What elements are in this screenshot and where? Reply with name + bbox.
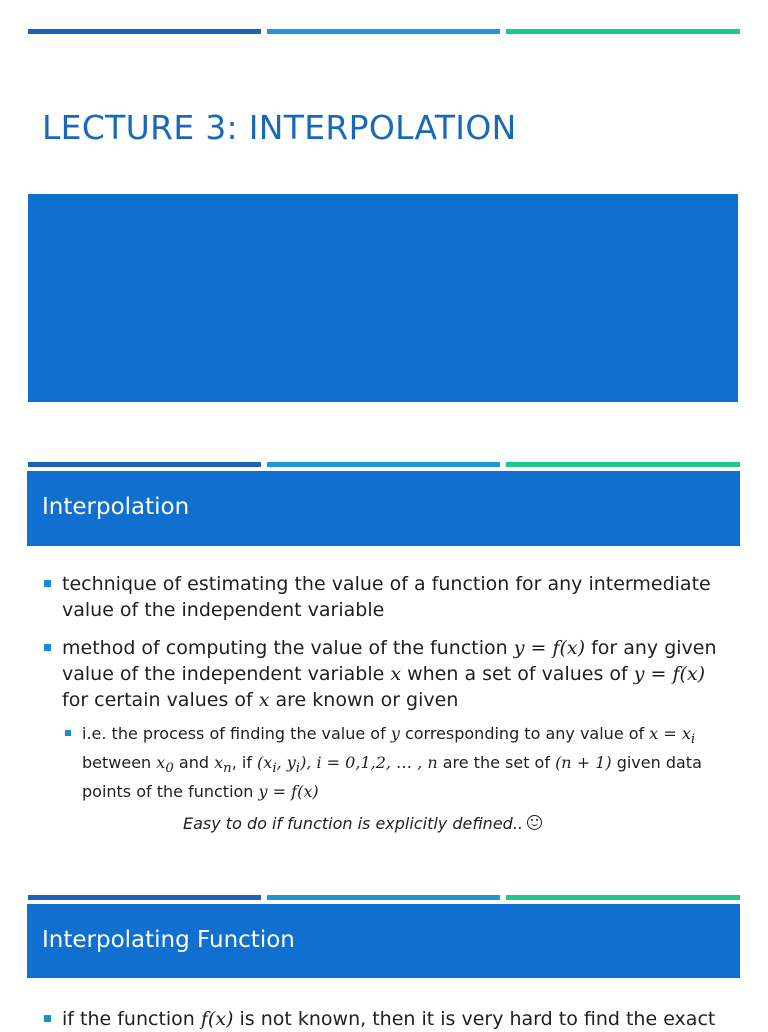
bullet-text: if the function xyxy=(62,1008,201,1030)
accent-stripe-light-blue xyxy=(267,895,500,900)
accent-stripe-dark-blue xyxy=(28,29,261,34)
note-label: Easy to do if function is explicitly defined.. xyxy=(183,814,523,833)
math-subscript: n xyxy=(223,761,232,777)
math-expression: x = x xyxy=(649,724,691,743)
math-expression: f(x) xyxy=(200,1008,234,1030)
slide-heading: Interpolating Function xyxy=(42,927,295,953)
math-expression: x xyxy=(258,689,270,711)
bullet-item xyxy=(40,571,730,623)
math-subscript: i xyxy=(690,732,696,748)
smiley-icon xyxy=(527,815,542,830)
square-bullet-icon xyxy=(65,730,71,736)
bullet-item xyxy=(40,1006,740,1032)
bullet-text: for any given xyxy=(585,637,717,659)
bullet-text: technique of estimating the value of a function for any intermediate xyxy=(62,573,711,595)
math-expression: (n + 1) xyxy=(555,753,612,773)
accent-stripe-dark-blue xyxy=(28,895,261,900)
bullet-text: corresponding to any value of xyxy=(399,724,650,743)
math-subscript: i xyxy=(295,761,301,777)
slide-body xyxy=(40,571,730,803)
lecture-title: LECTURE 3: INTERPOLATION xyxy=(42,108,517,147)
math-expression: (x xyxy=(257,753,273,773)
math-expression: y = f(x) xyxy=(513,637,586,659)
math-expression: y = f(x) xyxy=(633,663,706,685)
math-expression: x xyxy=(390,663,402,685)
accent-stripe-light-blue xyxy=(267,29,500,34)
accent-stripe-light-blue xyxy=(267,462,500,467)
title-slide-subtitle-panel xyxy=(28,194,738,402)
bullet-text: given data xyxy=(611,753,702,773)
bullet-text: between xyxy=(82,753,157,773)
square-bullet-icon xyxy=(44,644,51,651)
math-expression: ), i = 0,1,2, … , n xyxy=(300,753,438,773)
square-bullet-icon xyxy=(44,580,51,587)
square-bullet-icon xyxy=(44,1015,51,1022)
slide-header-interpolation xyxy=(27,471,740,546)
bullet-text: for certain values of xyxy=(62,689,259,711)
bullet-text: when a set of values of xyxy=(401,663,634,685)
math-expression: y xyxy=(390,724,400,743)
bullet-text: is not known, then it is very hard to find the exact xyxy=(233,1008,716,1030)
slide-header-interpolating-function xyxy=(27,904,740,978)
math-subscript: 0 xyxy=(165,761,174,777)
bullet-text: are known or given xyxy=(269,689,459,711)
bullet-text: points of the function xyxy=(82,782,259,802)
math-expression: x xyxy=(214,753,224,773)
bullet-item xyxy=(40,635,730,713)
bullet-text: value of the independent variable xyxy=(62,663,391,685)
accent-stripe-green xyxy=(506,895,740,900)
sub-bullet-item xyxy=(40,722,730,803)
bullet-text: value of the independent variable xyxy=(62,599,385,621)
bullet-text: , if xyxy=(231,753,258,773)
bullet-text: and xyxy=(173,753,215,773)
bullet-text: are the set of xyxy=(437,753,556,773)
accent-stripe-green xyxy=(506,29,740,34)
note-text xyxy=(183,814,542,833)
math-expression: , y xyxy=(276,753,296,773)
slide-body xyxy=(40,1006,740,1032)
accent-stripe-dark-blue xyxy=(28,462,261,467)
accent-stripe-green xyxy=(506,462,740,467)
bullet-text: method of computing the value of the function xyxy=(62,637,514,659)
math-subscript: i xyxy=(272,761,277,777)
math-expression: y = f(x) xyxy=(258,782,319,802)
bullet-text: i.e. the process of finding the value of xyxy=(82,724,391,743)
math-expression: x xyxy=(156,753,166,773)
slide-heading: Interpolation xyxy=(42,494,190,520)
